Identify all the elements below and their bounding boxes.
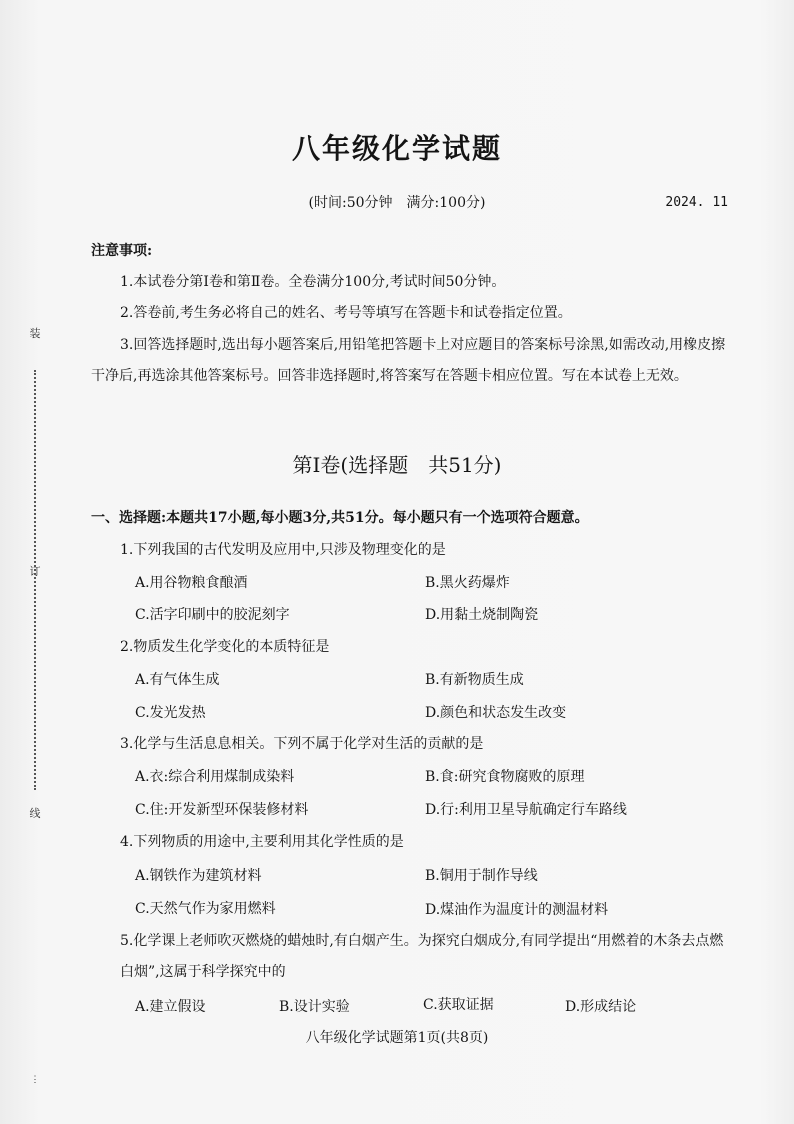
binding-dotted-line <box>34 370 36 790</box>
question-option: B.有新物质生成 <box>425 672 524 688</box>
question-option: C.发光发热 <box>135 705 206 721</box>
exam-subtitle: (时间:50分钟 满分:100分) <box>308 195 486 211</box>
binding-mark-xian: 线 <box>29 807 41 820</box>
question-option: D.形成结论 <box>565 999 637 1015</box>
question-stem: 3.化学与生活息息相关。下列不属于化学对生活的贡献的是 <box>120 736 484 752</box>
question-stem: 1.下列我国的古代发明及应用中,只涉及物理变化的是 <box>120 542 446 558</box>
question-stem: 5.化学课上老师吹灭燃烧的蜡烛时,有白烟产生。为探究白烟成分,有同学提出“用燃着的木条去点燃白烟”,这属于科学探究中的 <box>120 933 724 980</box>
page-footer: 八年级化学试题第1页(共8页) <box>305 1030 489 1046</box>
question-option: C.活字印刷中的胶泥刻字 <box>135 607 290 623</box>
question-option: C.天然气作为家用燃料 <box>135 901 276 917</box>
exam-date: 2024. 11 <box>665 195 728 210</box>
question-option: D.用黏土烧制陶瓷 <box>425 607 539 623</box>
section-title: 第Ⅰ卷(选择题 共51分) <box>292 453 502 477</box>
question-option: A.钢铁作为建筑材料 <box>135 868 262 884</box>
question-option: D.行:利用卫星导航确定行车路线 <box>425 802 627 818</box>
notice-heading: 注意事项: <box>91 243 153 259</box>
question-option: B.黑火药爆炸 <box>425 575 510 591</box>
question-option: C.住:开发新型环保装修材料 <box>135 802 309 818</box>
question-option: A.衣:综合利用煤制成染料 <box>135 769 295 785</box>
exam-title: 八年级化学试题 <box>291 132 502 165</box>
part-heading: 一、选择题:本题共17小题,每小题3分,共51分。每小题只有一个选项符合题意。 <box>91 510 589 526</box>
binding-mark-zhuang: 装 <box>29 327 41 340</box>
question-stem: 2.物质发生化学变化的本质特征是 <box>120 639 330 655</box>
binding-mark-ding: 订 <box>29 565 41 578</box>
question-option: A.有气体生成 <box>135 672 220 688</box>
question-option: D.颜色和状态发生改变 <box>425 705 567 721</box>
question-option: B.铜用于制作导线 <box>425 868 538 884</box>
question-stem: 4.下列物质的用途中,主要利用其化学性质的是 <box>120 834 404 850</box>
question-option: D.煤油作为温度计的测温材料 <box>425 902 609 918</box>
question-option: B.食:研究食物腐败的原理 <box>425 769 585 785</box>
question-option: A.建立假设 <box>135 999 206 1015</box>
notice-item: 2.答卷前,考生务必将自己的姓名、考号等填写在答题卡和试卷指定位置。 <box>120 305 572 321</box>
question-option: A.用谷物粮食酿酒 <box>135 575 248 591</box>
question-option: B.设计实验 <box>279 999 350 1015</box>
notice-item: 1.本试卷分第Ⅰ卷和第Ⅱ卷。全卷满分100分,考试时间50分钟。 <box>120 274 506 290</box>
notice-item: 3.回答选择题时,选出每小题答案后,用铅笔把答题卡上对应题目的答案标号涂黑,如需改动,用橡皮擦干净后,再选涂其他答案标号。回答非选择题时,将答案写在答题卡相应位置。写在本试卷上无效。 <box>91 337 726 384</box>
binding-mark-dots: ⋮ <box>30 1075 40 1085</box>
question-option: C.获取证据 <box>423 997 494 1013</box>
